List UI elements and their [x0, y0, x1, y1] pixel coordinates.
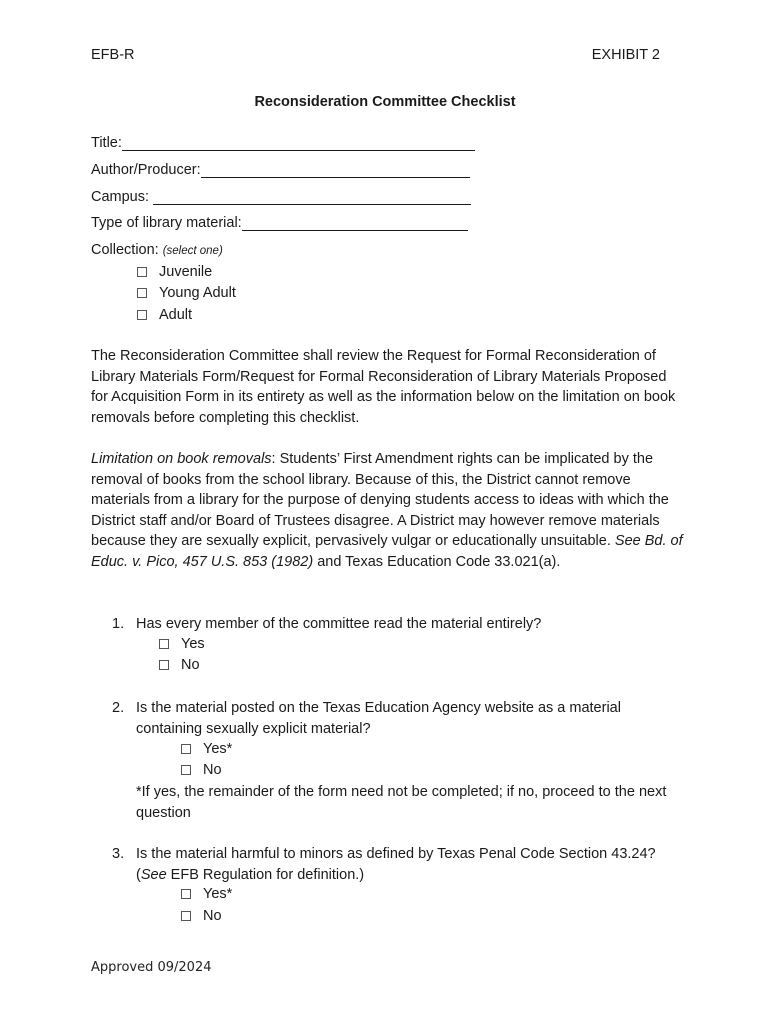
limitation-citation: See Bd. of Educ. v. Pico, 457 U.S. 853 (1982) — [91, 533, 683, 570]
checkbox-icon[interactable] — [181, 765, 191, 775]
collection-field — [91, 242, 223, 258]
checkbox-icon[interactable] — [137, 288, 147, 298]
option-label: Yes* — [203, 886, 233, 902]
title-input-line[interactable] — [122, 135, 475, 151]
option-label: No — [203, 908, 222, 924]
collection-note: (select one) — [162, 245, 223, 257]
question-text-end: EFB Regulation for definition.) — [166, 866, 365, 883]
question-text: Has every member of the committee read the material entirely? — [136, 616, 542, 632]
checkbox-icon[interactable] — [159, 639, 169, 649]
checkbox-icon[interactable] — [181, 744, 191, 754]
material-type-input-line[interactable] — [242, 215, 468, 231]
question-number: 1. — [112, 616, 125, 632]
campus-field[interactable] — [91, 189, 471, 205]
question-number: 2. — [112, 700, 125, 716]
campus-input-line[interactable] — [153, 189, 471, 205]
option-label: Young Adult — [159, 285, 236, 301]
material-type-label: Type of library material: — [91, 215, 242, 231]
question-text: Is the material posted on the Texas Education Agency website as a material containing sexually explicit material? — [136, 700, 621, 737]
checkbox-icon[interactable] — [159, 660, 169, 670]
option-label: No — [203, 762, 222, 778]
limitation-tail: and Texas Education Code 33.021(a). — [313, 553, 561, 570]
page-title: Reconsideration Committee Checklist — [254, 94, 516, 110]
q2-note: *If yes, the remainder of the form need not be completed; if no, proceed to the next question — [136, 784, 667, 821]
collection-option-young-adult[interactable] — [137, 285, 236, 301]
campus-label: Campus: — [91, 189, 150, 205]
option-label: Yes* — [203, 741, 233, 757]
title-field[interactable] — [91, 135, 475, 151]
q3-option-yes[interactable] — [181, 886, 232, 902]
option-label: No — [181, 657, 200, 673]
author-input-line[interactable] — [201, 162, 470, 178]
limitation-paragraph — [91, 449, 686, 572]
limitation-heading: Limitation on book removals — [91, 451, 272, 467]
option-label: Juvenile — [159, 264, 213, 280]
author-label: Author/Producer: — [91, 162, 201, 178]
exhibit-label: EXHIBIT 2 — [591, 47, 660, 63]
author-field[interactable] — [91, 162, 470, 178]
question-text-main: Is the material harmful to minors as defined by Texas Penal Code Section 43.24? ( — [136, 846, 656, 883]
checkbox-icon[interactable] — [137, 310, 147, 320]
policy-code: EFB-R — [91, 47, 135, 63]
title-label: Title: — [91, 135, 122, 151]
option-label: Adult — [159, 307, 193, 323]
option-label: Yes — [181, 636, 205, 652]
q3-option-no[interactable] — [181, 908, 222, 924]
q2-option-no[interactable] — [181, 762, 222, 778]
instructions-paragraph: The Reconsideration Committee shall review the Request for Formal Reconsideration of Library Materials Form/Request for Formal Reconsideration of Library Materials Proposed for Acquisition Form in its entirety as well as the information below on the limitation on book removals before completing this checklist. — [91, 348, 676, 426]
q1-option-no[interactable] — [159, 657, 200, 673]
question-see: See — [140, 866, 167, 883]
question-text — [136, 844, 676, 885]
approval-footer: Approved 09/2024 — [91, 960, 212, 975]
material-type-field[interactable] — [91, 215, 468, 231]
checkbox-icon[interactable] — [137, 267, 147, 277]
collection-option-juvenile[interactable] — [137, 264, 212, 280]
question-number: 3. — [112, 846, 125, 862]
limitation-body: : Students’ First Amendment rights can be implicated by the removal of books from the school library. Because of this, the District cannot remove materials from a library for the purpose of denying students access to ideas with which the District staff and/or Board of Trustees disagree. A District may however remove materials because they are sexually explicit, pervasively vulgar or educationally unsuitable. — [91, 451, 669, 549]
q2-option-yes[interactable] — [181, 741, 232, 757]
checkbox-icon[interactable] — [181, 889, 191, 899]
collection-option-adult[interactable] — [137, 307, 192, 323]
checkbox-icon[interactable] — [181, 911, 191, 921]
q1-option-yes[interactable] — [159, 636, 205, 652]
collection-label: Collection: — [91, 242, 159, 258]
